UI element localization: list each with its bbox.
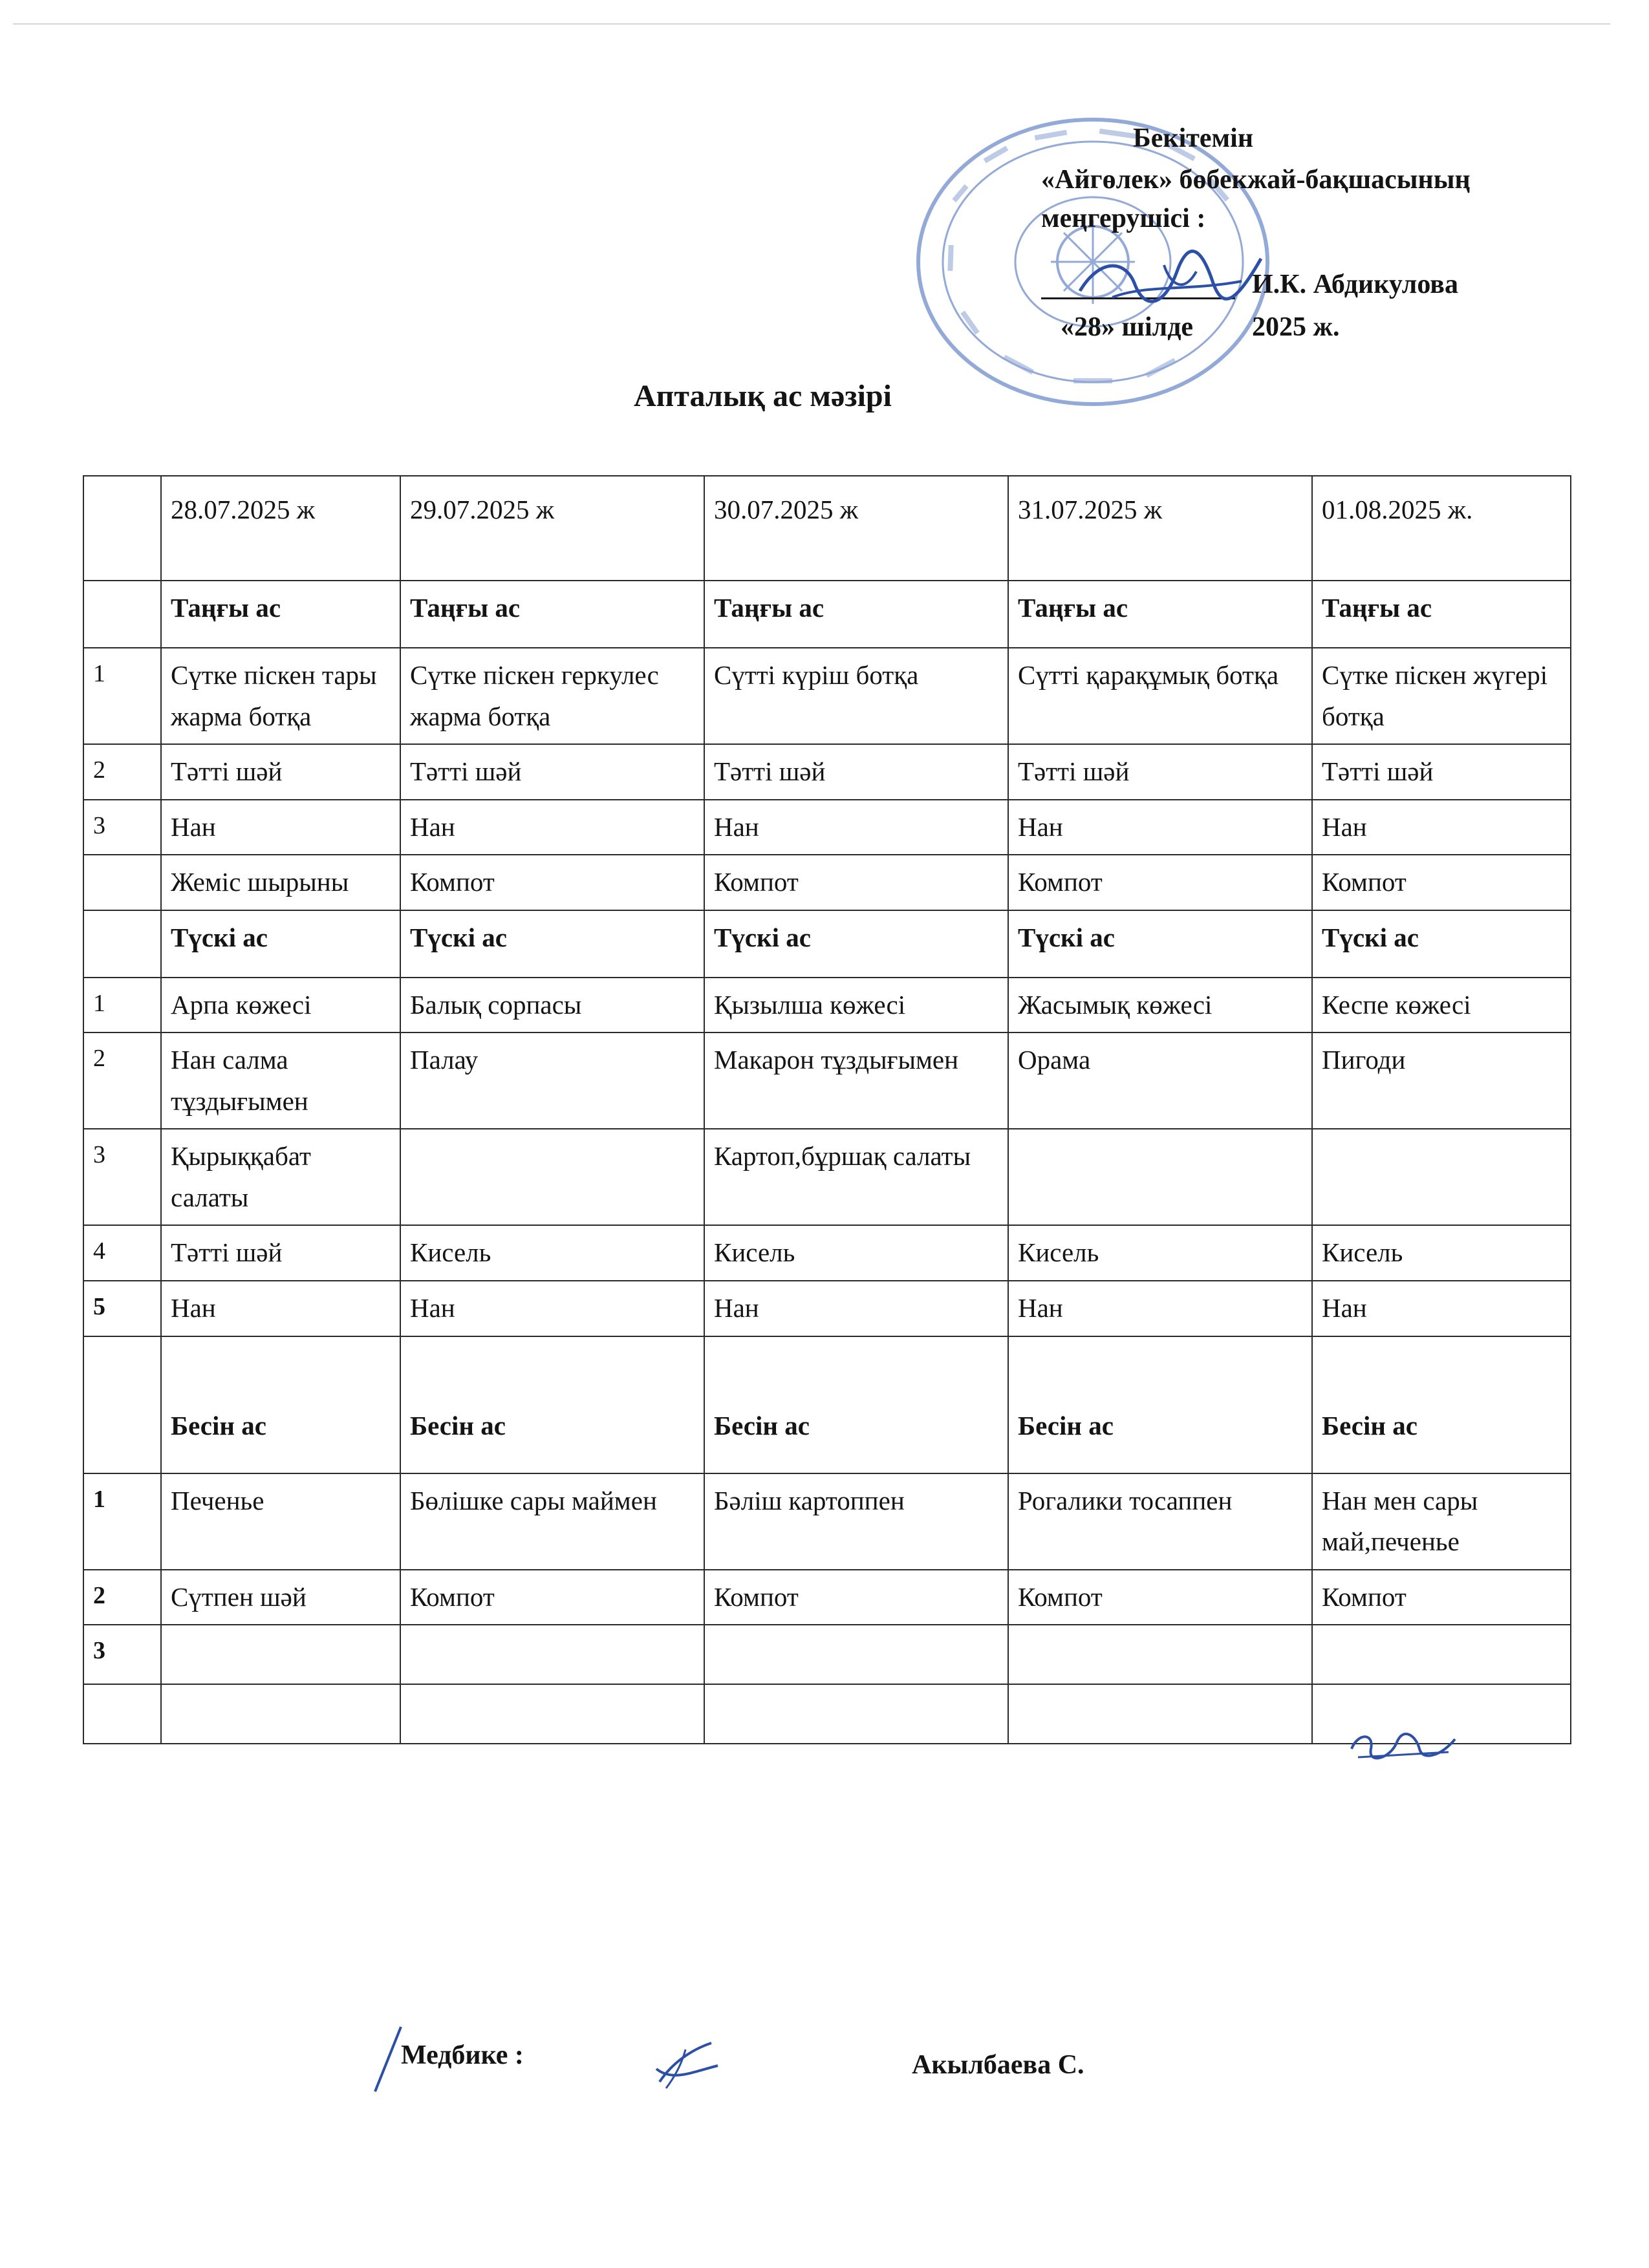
menu-cell: Кисель (400, 1225, 704, 1281)
table-row (83, 855, 1571, 910)
menu-cell (704, 1625, 1008, 1684)
date-cell: 01.08.2025 ж. (1312, 476, 1571, 581)
meal-label: Бесін ас (400, 1336, 704, 1473)
director-signature (1073, 246, 1267, 317)
nurse-signature (647, 2037, 724, 2095)
menu-cell: Балық сорпасы (400, 978, 704, 1033)
initials-signature (1345, 1720, 1461, 1765)
date-cell: 28.07.2025 ж (161, 476, 400, 581)
menu-cell (1312, 1625, 1571, 1684)
menu-cell (1008, 1129, 1312, 1225)
menu-cell: Кисель (1312, 1225, 1571, 1281)
row-number: 3 (83, 1625, 161, 1684)
snack-header-row (83, 1336, 1571, 1473)
menu-cell: Картоп,бұршақ салаты (704, 1129, 1008, 1225)
menu-cell: Сүтке піскен тары жарма ботқа (161, 648, 400, 744)
menu-cell: Тәтті шәй (704, 744, 1008, 800)
date-header-row (83, 476, 1571, 581)
menu-cell: Нан салма тұздығымен (161, 1032, 400, 1129)
meal-label: Таңғы ас (161, 581, 400, 648)
menu-cell: Компот (704, 1570, 1008, 1625)
menu-cell: Нан (400, 1281, 704, 1336)
menu-cell: Сүтті күріш ботқа (704, 648, 1008, 744)
lunch-header-row (83, 910, 1571, 978)
approval-role: меңгерушісі : (1041, 204, 1206, 233)
approval-organization: «Айгөлек» бөбекжай-бақшасының (1041, 165, 1471, 195)
menu-cell: Тәтті шәй (161, 1225, 400, 1281)
table-row (83, 744, 1571, 800)
menu-cell: Рогалики тосаппен (1008, 1473, 1312, 1570)
menu-cell: Кеспе көжесі (1312, 978, 1571, 1033)
menu-cell: Компот (1312, 855, 1571, 910)
meal-label: Түскі ас (400, 910, 704, 978)
menu-cell: Нан (1008, 1281, 1312, 1336)
date-cell: 30.07.2025 ж (704, 476, 1008, 581)
menu-cell: Пигоди (1312, 1032, 1571, 1129)
menu-cell: Нан (161, 800, 400, 855)
approval-date-day: «28» шілде (1061, 312, 1194, 342)
menu-cell: Бөлішке сары маймен (400, 1473, 704, 1570)
menu-cell: Кисель (704, 1225, 1008, 1281)
meal-label: Таңғы ас (704, 581, 1008, 648)
menu-cell: Печенье (161, 1473, 400, 1570)
meal-label: Таңғы ас (1312, 581, 1571, 648)
approval-block (1009, 123, 1591, 356)
date-cell: 29.07.2025 ж (400, 476, 704, 581)
table-row (83, 978, 1571, 1033)
menu-cell: Палау (400, 1032, 704, 1129)
row-number: 1 (83, 648, 161, 744)
table-row (83, 1281, 1571, 1336)
menu-cell: Нан (400, 800, 704, 855)
meal-label: Бесін ас (704, 1336, 1008, 1473)
menu-cell: Нан (704, 1281, 1008, 1336)
menu-cell: Нан (704, 800, 1008, 855)
row-number: 3 (83, 800, 161, 855)
nurse-label: Медбике : (401, 2040, 524, 2070)
table-row (83, 1225, 1571, 1281)
meal-label: Бесін ас (1312, 1336, 1571, 1473)
menu-cell (400, 1129, 704, 1225)
meal-label: Бесін ас (161, 1336, 400, 1473)
meal-label: Түскі ас (1008, 910, 1312, 978)
page-title: Апталық ас мәзірі (634, 379, 892, 413)
corner-cell (83, 476, 161, 581)
menu-cell (161, 1625, 400, 1684)
row-number: 1 (83, 978, 161, 1033)
nurse-name: Акылбаева С. (912, 2050, 1084, 2080)
row-number: 2 (83, 744, 161, 800)
menu-cell: Сүтпен шәй (161, 1570, 400, 1625)
meal-label: Таңғы ас (1008, 581, 1312, 648)
table-row (83, 800, 1571, 855)
menu-cell: Бәліш картоппен (704, 1473, 1008, 1570)
table-row (83, 1625, 1571, 1684)
table-row (83, 1570, 1571, 1625)
menu-cell (1008, 1684, 1312, 1744)
approval-title: Бекітемін (1133, 123, 1254, 153)
menu-cell: Нан (1312, 800, 1571, 855)
row-number: 3 (83, 1129, 161, 1225)
meal-label: Бесін ас (1008, 1336, 1312, 1473)
menu-cell: Компот (1312, 1570, 1571, 1625)
menu-cell: Қызылша көжесі (704, 978, 1008, 1033)
meal-label: Түскі ас (1312, 910, 1571, 978)
menu-cell: Жеміс шырыны (161, 855, 400, 910)
menu-cell: Нан мен сары май,печенье (1312, 1473, 1571, 1570)
meal-label: Түскі ас (161, 910, 400, 978)
row-number: 4 (83, 1225, 161, 1281)
menu-cell: Компот (1008, 855, 1312, 910)
row-number: 1 (83, 1473, 161, 1570)
meal-label: Түскі ас (704, 910, 1008, 978)
menu-cell (161, 1684, 400, 1744)
row-number: 2 (83, 1032, 161, 1129)
menu-cell: Нан (1312, 1281, 1571, 1336)
row-number: 2 (83, 1570, 161, 1625)
table-row (83, 1032, 1571, 1129)
menu-cell (1312, 1129, 1571, 1225)
approval-date-year: 2025 ж. (1252, 312, 1340, 342)
date-cell: 31.07.2025 ж (1008, 476, 1312, 581)
menu-cell: Макарон тұздығымен (704, 1032, 1008, 1129)
row-number (83, 1684, 161, 1744)
menu-cell: Тәтті шәй (161, 744, 400, 800)
row-number: 5 (83, 1281, 161, 1336)
menu-cell: Компот (704, 855, 1008, 910)
top-border-line (13, 23, 1610, 25)
menu-cell: Арпа көжесі (161, 978, 400, 1033)
meal-label: Таңғы ас (400, 581, 704, 648)
menu-cell: Қырыққабат салаты (161, 1129, 400, 1225)
table-row (83, 648, 1571, 744)
menu-cell: Компот (400, 1570, 704, 1625)
menu-cell: Тәтті шәй (1312, 744, 1571, 800)
director-name: И.К. Абдикулова (1252, 270, 1458, 299)
menu-cell: Орама (1008, 1032, 1312, 1129)
menu-cell (1008, 1625, 1312, 1684)
menu-cell: Тәтті шәй (400, 744, 704, 800)
menu-cell: Сүтке піскен геркулес жарма ботқа (400, 648, 704, 744)
menu-cell: Сүтті қарақұмық ботқа (1008, 648, 1312, 744)
table-row (83, 1129, 1571, 1225)
menu-cell: Сүтке піскен жүгері ботқа (1312, 648, 1571, 744)
menu-cell: Нан (1008, 800, 1312, 855)
menu-cell (704, 1684, 1008, 1744)
weekly-menu-table (83, 475, 1571, 1744)
menu-cell: Компот (400, 855, 704, 910)
menu-cell: Кисель (1008, 1225, 1312, 1281)
menu-cell: Нан (161, 1281, 400, 1336)
row-number (83, 855, 161, 910)
menu-cell: Жасымық көжесі (1008, 978, 1312, 1033)
menu-cell (400, 1684, 704, 1744)
table-row (83, 1473, 1571, 1570)
menu-cell: Компот (1008, 1570, 1312, 1625)
breakfast-header-row (83, 581, 1571, 648)
menu-cell (400, 1625, 704, 1684)
menu-cell: Тәтті шәй (1008, 744, 1312, 800)
